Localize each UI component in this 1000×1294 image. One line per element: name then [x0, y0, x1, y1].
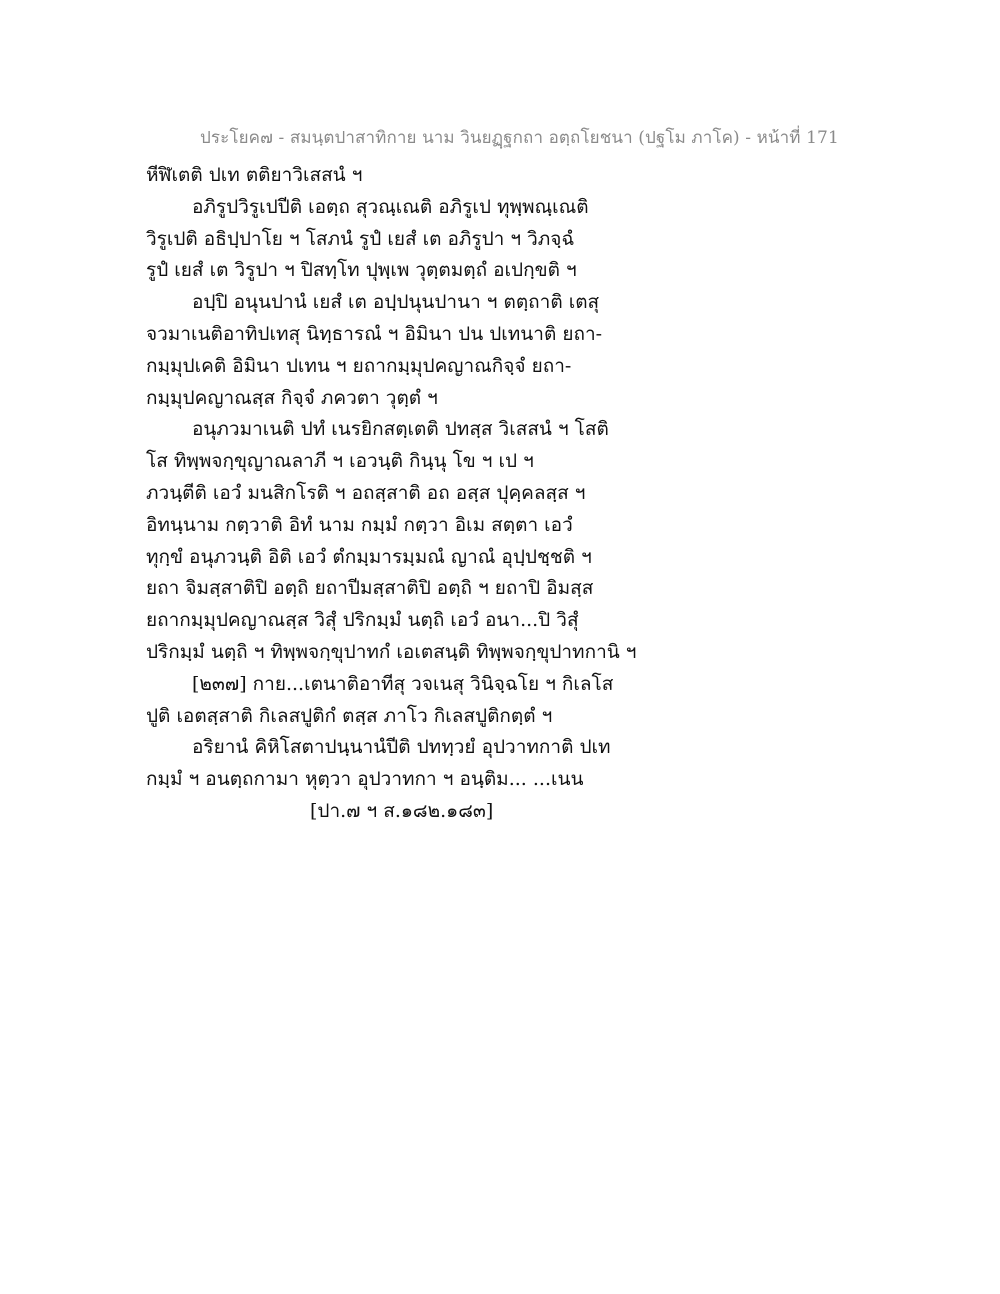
page-header: ประโยค๗ - สมนฺตปาสาทิกาย นาม วินยฏฺฐกถา อตฺถโยชนา (ปฐโม ภาโค) - หน้าที่ 171 — [200, 128, 839, 148]
text-line: โส ทิพฺพจกฺขุญาณลาภี ฯ เอวนฺติ กินฺนุ โข ฯ เป ฯ — [146, 450, 534, 473]
text-line: กมฺมุปเคติ อิมินา ปเทน ฯ ยถากมฺมุปคญาณกิจฺจํ ยถา- — [146, 354, 572, 377]
text-line: กมฺมํ ฯ อนตฺถกามา หุตฺวา อุปวาทกา ฯ อนฺติม... ...เนน — [146, 768, 584, 791]
body-text — [146, 160, 966, 828]
text-line: ยถา จิมสฺสาติปิ อตฺถิ ยถาปีมสฺสาติปิ อตฺถิ ฯ ยถาปิ อิมสฺส — [146, 577, 594, 600]
text-line: ปูติ เอตสฺสาติ กิเลสปูติกํ ตสฺส ภาโว กิเลสปูติกตฺตํ ฯ — [146, 704, 553, 727]
text-line: กมฺมุปคญาณสฺส กิจฺจํ ภควตา วุตฺตํ ฯ — [146, 386, 438, 409]
text-line: ยถากมฺมุปคญาณสฺส วิสุํ ปริกมฺมํ นตฺถิ เอวํ อนา...ปิ วิสุํ — [146, 609, 579, 632]
text-line: รูปํ เยสํ เต วิรูปา ฯ ปิสทฺโท ปุพฺเพ วุตฺตมตฺถํ อเปกฺขติ ฯ — [146, 259, 577, 282]
text-line: วิรูเปติ อธิปฺปาโย ฯ โสภนํ รูปํ เยสํ เต อภิรูปา ฯ วิภจฺฉํ — [146, 227, 575, 250]
text-line: ปริกมฺมํ นตฺถิ ฯ ทิพฺพจกฺขุปาทกํ เอเตสนฺติ ทิพฺพจกฺขุปาทกานิ ฯ — [146, 640, 637, 663]
text-line: จวมาเนติอาทิปเทสุ นิทฺธารณํ ฯ อิมินา ปน ปเทนาติ ยถา- — [146, 322, 603, 345]
text-line: อนุภวมาเนติ ปทํ เนรยิกสตฺเตติ ปทสฺส วิเสสนํ ฯ โสติ — [192, 418, 609, 441]
text-line: ภวนฺตีติ เอวํ มนสิกโรติ ฯ อถสฺสาติ อถ อสฺส ปุคฺคลสฺส ฯ — [146, 481, 586, 504]
text-line: อภิรูปวิรูเปปีติ เอตฺถ สุวณฺเณติ อภิรูเป ทุพฺพณฺเณติ — [192, 195, 589, 218]
text-line: หีฬิเตติ ปเท ตติยาวิเสสนํ ฯ — [146, 164, 363, 186]
reference-line: [ปา.๗ ฯ ส.๑๘๒.๑๘๓] — [310, 799, 494, 822]
text-line: อริยานํ คิหิโสตาปนฺนานํปีติ ปททฺวยํ อุปวาทกาติ ปเท — [192, 736, 611, 759]
text-line: [๒๓๗] กาย...เตนาติอาทีสุ วจเนสุ วินิจฺฉโย ฯ กิเลโส — [192, 672, 614, 695]
text-line: อปฺปิ อนุนปานํ เยสํ เต อปฺปนุนปานา ฯ ตตฺถาติ เตสุ — [192, 291, 600, 314]
text-line: ทุกฺขํ อนุภวนฺติ อิติ เอวํ ตํกมฺมารมฺมณํ ญาณํ อุปฺปชฺชติ ฯ — [146, 545, 592, 568]
text-line: อิทนฺนาม กตฺวาติ อิทํ นาม กมฺมํ กตฺวา อิเม สตฺตา เอวํ — [146, 513, 573, 536]
